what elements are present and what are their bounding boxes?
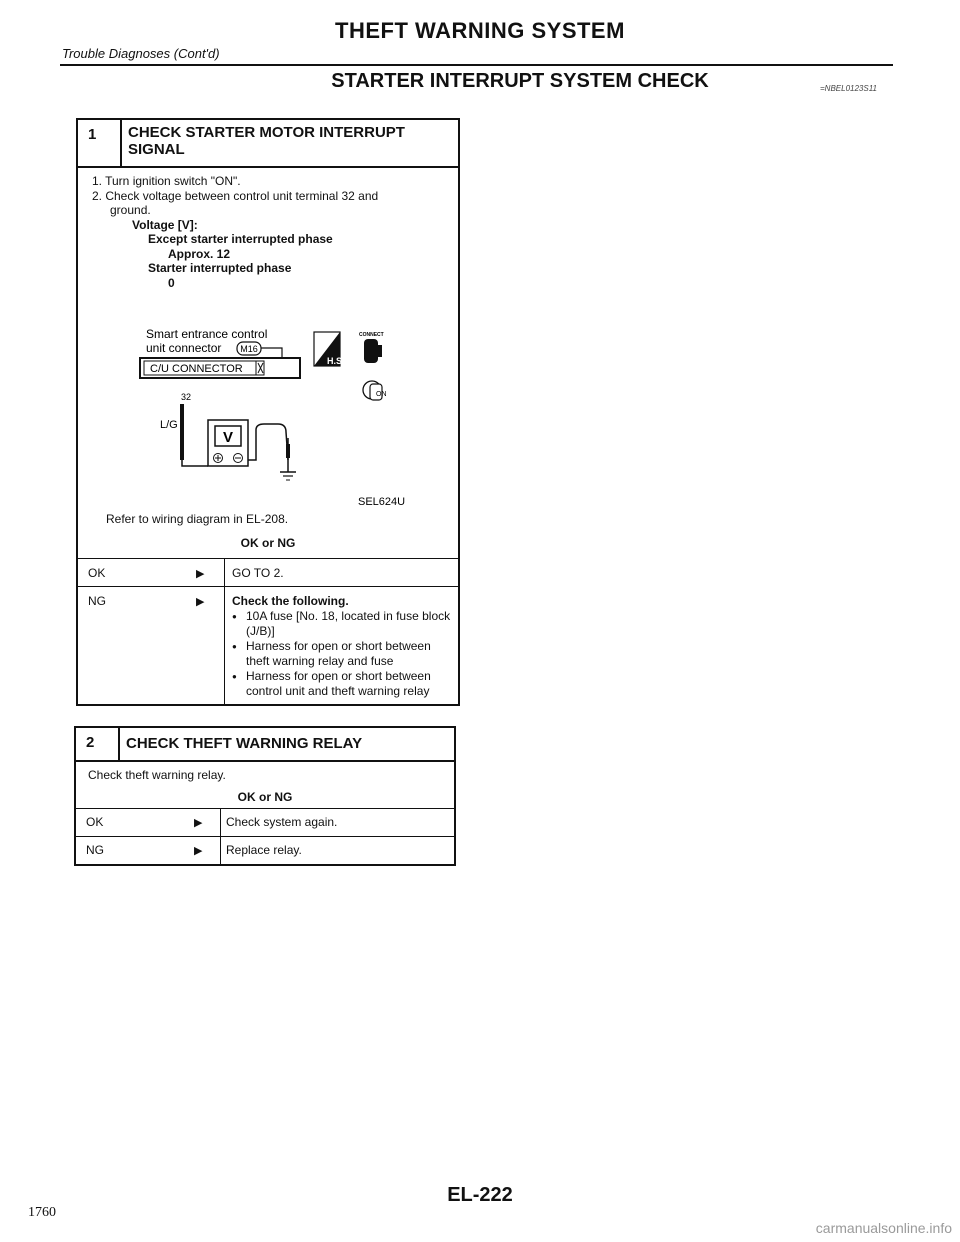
section-title: STARTER INTERRUPT SYSTEM CHECK: [331, 70, 709, 92]
step2-title: CHECK THEFT WARNING RELAY: [126, 735, 363, 752]
watermark: carmanualsonline.info: [815, 1220, 952, 1236]
step2-instruction: Check theft warning relay.: [88, 768, 226, 782]
step2-result-label: OK or NG: [237, 790, 293, 804]
step2-ng-action: Replace relay.: [226, 843, 302, 857]
step2-ok-action: Check system again.: [226, 815, 338, 829]
page-code: EL-222: [447, 1184, 513, 1206]
step1-number: 1: [88, 126, 97, 143]
lead-wire-negative: [248, 424, 288, 460]
step1-header: [78, 120, 458, 168]
step1-box: [76, 118, 460, 706]
step1-ok-label: OK: [88, 566, 106, 580]
wire-color-label: L/G: [160, 419, 178, 431]
connector-title-line1: Smart entrance control: [146, 327, 268, 341]
step2-ok-arrow: ▶: [194, 817, 203, 829]
step1-ok-action: GO TO 2.: [232, 566, 284, 580]
instruction-line: 1. Turn ignition switch "ON".: [92, 174, 241, 188]
spec-except-value: Approx. 12: [168, 246, 231, 261]
connector-id: M16: [240, 344, 258, 354]
ng-action-list: [232, 609, 452, 699]
connector-leader-line: [261, 348, 282, 358]
step1-result-column-divider: [224, 558, 225, 704]
connector-label: C/U CONNECTOR: [150, 363, 243, 375]
ground-probe: [286, 444, 290, 458]
wiring-diagram: [78, 320, 458, 520]
step2-ng-arrow: ▶: [194, 845, 203, 857]
step2-number: 2: [86, 734, 95, 751]
step2-header: [76, 728, 454, 762]
hs-label: H.S.: [327, 356, 345, 366]
page-header: [0, 0, 960, 100]
header-rule: [60, 64, 893, 66]
page-subtitle: Trouble Diagnoses (Cont'd): [62, 46, 220, 61]
step2-ng-row-divider: [76, 836, 454, 837]
spec-except-label: Except starter interrupted phase: [148, 232, 333, 246]
step2-box: [74, 726, 456, 866]
document-code: =NBEL0123S11: [820, 84, 878, 93]
connect-label: CONNECT: [359, 332, 384, 338]
connect-plug-icon: [364, 339, 378, 363]
list-item: ● Harness for open or short between theft warning relay and fuse: [232, 639, 452, 669]
ignition-on-label: ON: [376, 391, 387, 398]
lead-wire-positive: [182, 460, 208, 466]
step1-header-divider: [120, 120, 122, 166]
page-number: 1760: [28, 1205, 56, 1220]
step1-ng-action: [232, 594, 452, 699]
terminal-number: 32: [181, 392, 192, 402]
instruction-line: ground.: [110, 203, 151, 217]
step2-ng-label: NG: [86, 843, 104, 857]
list-item: ● 10A fuse [No. 18, located in fuse block (J/B)]: [232, 609, 452, 639]
spec-phase-label: Starter interrupted phase: [148, 261, 292, 275]
figure-code: SEL624U: [358, 496, 406, 508]
page-title: THEFT WARNING SYSTEM: [335, 18, 625, 43]
step1-reference: Refer to wiring diagram in EL-208.: [106, 512, 289, 526]
step1-ng-row-divider: [78, 586, 458, 587]
step1-ng-arrow: ▶: [196, 596, 205, 608]
spec-phase-value: 0: [168, 275, 175, 290]
connector-title-line2: unit connector: [146, 341, 222, 355]
step1-ok-row-divider: [78, 558, 458, 559]
step1-ok-arrow: ▶: [196, 568, 205, 580]
step2-header-divider: [118, 728, 120, 760]
step1-ng-label: NG: [88, 594, 106, 608]
voltmeter-symbol: V: [222, 429, 234, 446]
voltage-label: Voltage [V]:: [132, 217, 198, 232]
diagram-drawing: [78, 320, 458, 520]
step2-ok-row-divider: [76, 808, 454, 809]
step1-title: CHECK STARTER MOTOR INTERRUPT SIGNAL: [128, 124, 405, 158]
step1-instructions: [92, 174, 378, 290]
instruction-line: 2. Check voltage between control unit terminal 32 and: [92, 188, 379, 203]
list-item: ● Harness for open or short between control unit and theft warning relay: [232, 669, 452, 699]
step1-result-label: OK or NG: [240, 536, 296, 550]
ng-action-title: Check the following.: [232, 594, 349, 608]
step2-ok-label: OK: [86, 815, 104, 829]
